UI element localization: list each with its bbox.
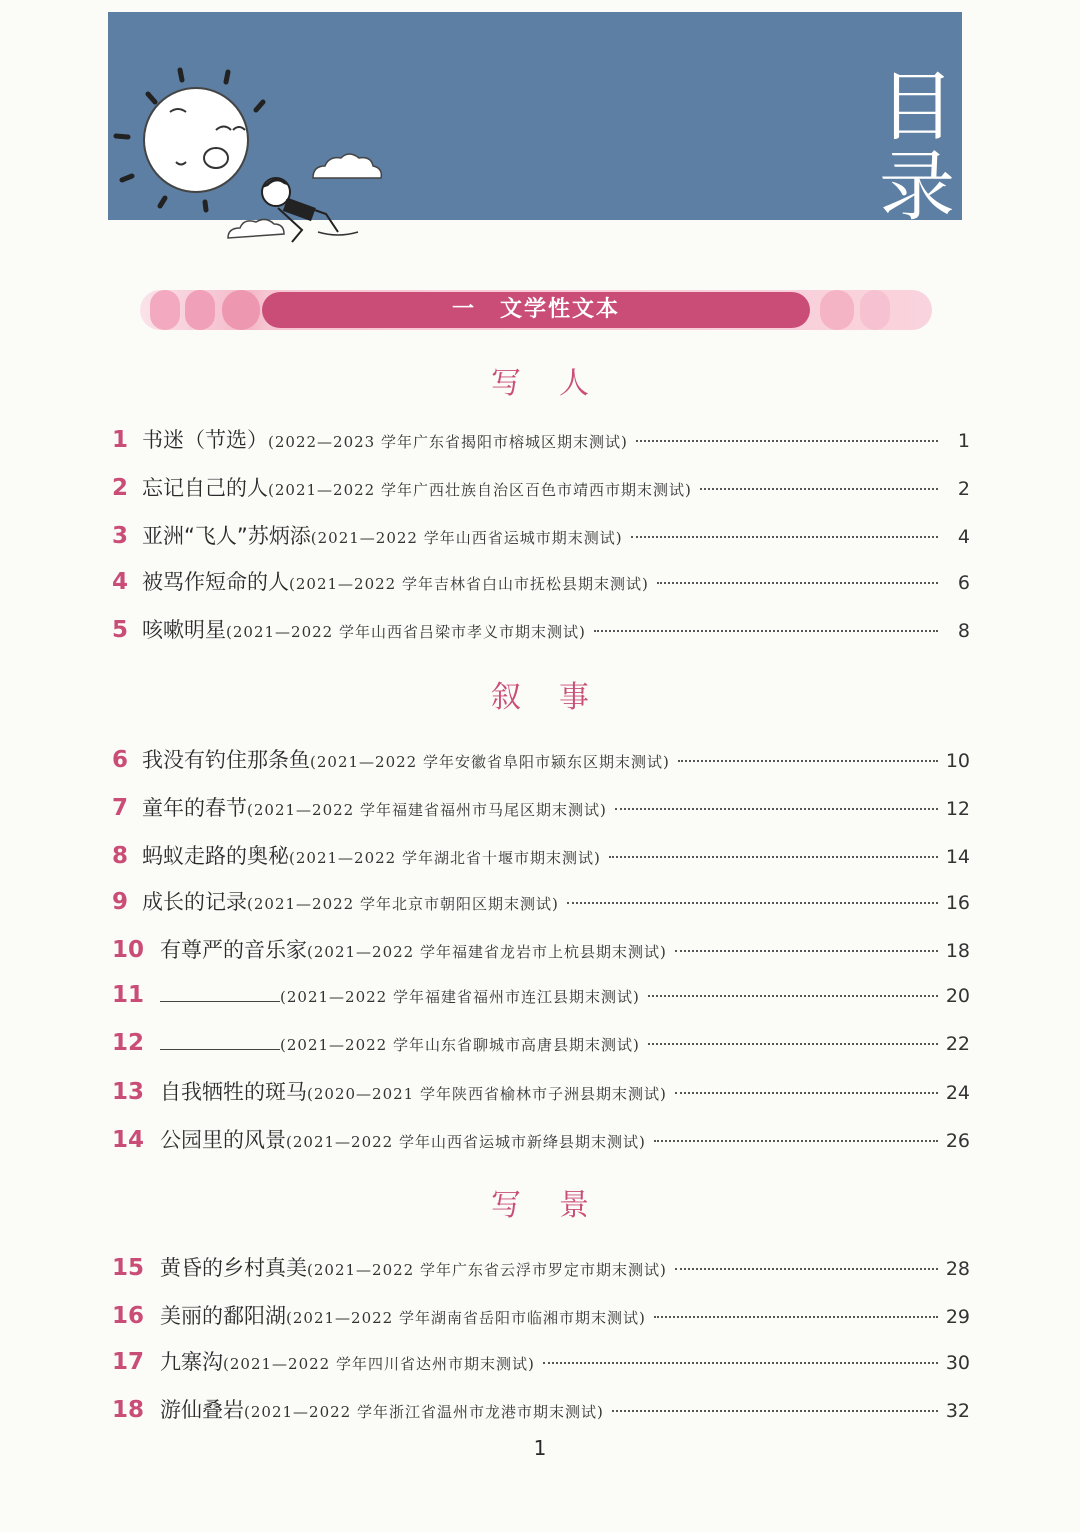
toc-entry[interactable] [112, 886, 970, 920]
entry-number: 9 [112, 889, 129, 915]
leader-dots [567, 902, 938, 904]
entry-source: (2021—2022 学年湖北省十堰市期末测试) [289, 849, 601, 867]
toc-entry[interactable] [112, 982, 970, 1016]
entry-title: 书迷（节选） [142, 428, 268, 452]
toc-entry[interactable] [112, 1252, 970, 1286]
entry-title: 亚洲“飞人”苏炳添 [142, 524, 311, 548]
entry-source: (2021—2022 学年吉林省白山市抚松县期末测试) [289, 575, 649, 593]
entry-title: 童年的春节 [142, 796, 247, 820]
entry-page: 28 [945, 1258, 970, 1280]
entry-number: 6 [112, 747, 129, 773]
sun-child-illustration [108, 60, 408, 260]
toc-entry[interactable] [112, 1346, 970, 1380]
entry-number: 1 [112, 427, 129, 453]
page-title [872, 62, 962, 231]
entry-page: 10 [945, 750, 970, 772]
entry-title: 美丽的鄱阳湖 [160, 1304, 286, 1328]
leader-dots [594, 630, 938, 632]
leader-dots [631, 536, 938, 538]
leader-dots [636, 440, 938, 442]
entry-page: 2 [957, 478, 970, 500]
entry-source: (2021—2022 学年山西省吕梁市孝义市期末测试) [226, 623, 586, 641]
leader-dots [648, 995, 938, 997]
entry-title: 九寨沟 [160, 1350, 223, 1374]
entry-page: 6 [957, 572, 970, 594]
entry-number: 15 [112, 1255, 145, 1281]
page-number: 1 [533, 1436, 547, 1460]
entry-source: (2021—2022 学年山西省运城市期末测试) [310, 529, 623, 547]
toc-entry[interactable] [112, 934, 970, 968]
entry-number: 3 [112, 523, 129, 549]
entry-title-blank [160, 983, 280, 1002]
toc-entry[interactable] [112, 744, 970, 778]
leader-dots [657, 582, 938, 584]
leader-dots [648, 1043, 938, 1045]
entry-number: 17 [112, 1349, 145, 1375]
entry-source: (2021—2022 学年广西壮族自治区百色市靖西市期末测试) [268, 481, 692, 499]
leader-dots [675, 950, 938, 952]
leader-dots [675, 1268, 938, 1270]
page-title-char: 录 [879, 142, 955, 231]
entry-page: 26 [945, 1130, 970, 1152]
entry-source: (2021—2022 学年福建省福州市马尾区期末测试) [247, 801, 607, 819]
toc-entry[interactable] [112, 520, 970, 554]
entry-source: (2021—2022 学年四川省达州市期末测试) [223, 1355, 535, 1373]
entry-page: 18 [945, 940, 970, 962]
entry-page: 32 [945, 1400, 970, 1422]
leader-dots [543, 1362, 938, 1364]
entry-page: 30 [945, 1352, 970, 1374]
entry-page: 12 [945, 798, 970, 820]
entry-page: 20 [945, 985, 970, 1007]
toc-entry[interactable] [112, 1394, 970, 1428]
entry-number: 13 [112, 1079, 145, 1105]
entry-title: 蚂蚁走路的奥秘 [142, 844, 289, 868]
entry-number: 11 [112, 982, 145, 1008]
toc-entry[interactable] [112, 792, 970, 826]
entry-title: 咳嗽明星 [142, 618, 226, 642]
toc-entry[interactable] [112, 566, 970, 600]
entry-source: (2021—2022 学年北京市朝阳区期末测试) [247, 895, 559, 913]
entry-number: 16 [112, 1303, 145, 1329]
entry-number: 5 [112, 617, 129, 643]
entry-page: 22 [945, 1033, 970, 1055]
entry-page: 1 [957, 430, 970, 452]
entry-number: 7 [112, 795, 129, 821]
entry-page: 16 [945, 892, 970, 914]
entry-title: 有尊严的音乐家 [160, 938, 307, 962]
leader-dots [612, 1410, 938, 1412]
entry-number: 10 [112, 937, 145, 963]
entry-source: (2021—2022 学年福建省福州市连江县期末测试) [280, 988, 640, 1006]
toc-entry[interactable] [112, 1300, 970, 1334]
section-heading: 叙事 [491, 680, 627, 715]
entry-source: (2022—2023 学年广东省揭阳市榕城区期末测试) [268, 433, 628, 451]
leader-dots [609, 856, 938, 858]
toc-entry[interactable] [112, 840, 970, 874]
entry-title: 黄昏的乡村真美 [160, 1256, 307, 1280]
leader-dots [615, 808, 938, 810]
toc-entry[interactable] [112, 472, 970, 506]
entry-page: 29 [945, 1306, 970, 1328]
toc-entry[interactable] [112, 614, 970, 648]
entry-page: 4 [957, 526, 970, 548]
entry-source: (2021—2022 学年广东省云浮市罗定市期末测试) [307, 1261, 667, 1279]
entry-title: 被骂作短命的人 [142, 570, 289, 594]
toc-entry[interactable] [112, 1124, 970, 1158]
entry-source: (2021—2022 学年安徽省阜阳市颍东区期末测试) [310, 753, 670, 771]
entry-source: (2020—2021 学年陕西省榆林市子洲县期末测试) [307, 1085, 667, 1103]
toc-entry[interactable] [112, 424, 970, 458]
entry-source: (2021—2022 学年福建省龙岩市上杭县期末测试) [307, 943, 667, 961]
entry-source: (2021—2022 学年湖南省岳阳市临湘市期末测试) [286, 1309, 646, 1327]
leader-dots [678, 760, 938, 762]
part-title: 一 文学性文本 [262, 292, 810, 328]
leader-dots [700, 488, 938, 490]
leader-dots [675, 1092, 938, 1094]
entry-title: 游仙叠岩 [160, 1398, 244, 1422]
entry-number: 8 [112, 843, 129, 869]
entry-page: 24 [945, 1082, 970, 1104]
entry-page: 8 [957, 620, 970, 642]
entry-source: (2021—2022 学年浙江省温州市龙港市期末测试) [244, 1403, 604, 1421]
entry-number: 14 [112, 1127, 145, 1153]
entry-title: 忘记自己的人 [142, 476, 268, 500]
entry-title: 自我牺牲的斑马 [160, 1080, 307, 1104]
entry-number: 18 [112, 1397, 145, 1423]
page-title-char: 目 [879, 62, 955, 151]
section-heading: 写景 [491, 1188, 627, 1223]
leader-dots [654, 1140, 938, 1142]
entry-number: 4 [112, 569, 129, 595]
entry-number: 2 [112, 475, 129, 501]
entry-page: 14 [945, 846, 970, 868]
entry-source: (2021—2022 学年山东省聊城市高唐县期末测试) [280, 1036, 640, 1054]
entry-title: 我没有钓住那条鱼 [142, 748, 310, 772]
entry-source: (2021—2022 学年山西省运城市新绛县期末测试) [286, 1133, 646, 1151]
entry-number: 12 [112, 1030, 145, 1056]
toc-entry[interactable] [112, 1030, 970, 1064]
entry-title: 成长的记录 [142, 890, 247, 914]
toc-entry[interactable] [112, 1076, 970, 1110]
entry-title-blank [160, 1031, 280, 1050]
section-heading: 写人 [491, 366, 627, 401]
entry-title: 公园里的风景 [160, 1128, 286, 1152]
leader-dots [654, 1316, 938, 1318]
